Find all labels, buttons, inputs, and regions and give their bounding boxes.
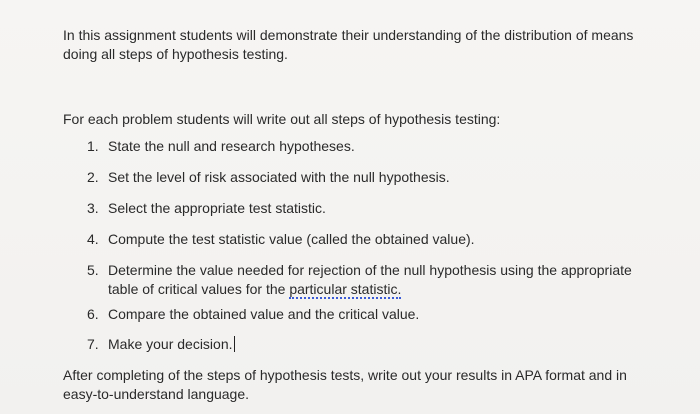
outro-line-1: After completing of the steps of hypothesis tests, write out your results in APA format and in [63,367,627,383]
intro-line-2: doing all steps of hypothesis testing. [63,46,288,62]
outro-line-2: easy-to-understand language. [63,386,250,402]
intro-paragraph [63,26,663,64]
step-text: Make your decision. [108,336,233,352]
step-text: State the null and research hypotheses. [108,138,355,154]
step-number: 7. [87,336,99,352]
steps-lead-text: For each problem students will write out all steps of hypothesis testing: [63,111,501,127]
outro-paragraph [63,366,673,404]
step-number: 6. [87,306,99,322]
step-number: 4. [87,231,99,247]
step-text-continuation [108,280,401,299]
intro-line-1: In this assignment students will demonstrate their understanding of the distribution of means [63,27,634,43]
step-text-continuation-start: table of critical values for the [108,281,290,297]
step-number: 2. [87,169,99,185]
step-text: Compute the test statistic value (called the obtained value). [108,231,475,247]
text-cursor [234,336,235,352]
spellcheck-underlined-text[interactable]: particular statistic. [289,281,402,297]
step-number: 1. [87,138,99,154]
step-text: Determine the value needed for rejection of the null hypothesis using the appropriate [108,262,632,278]
step-text: Set the level of risk associated with the null hypothesis. [108,169,450,185]
step-text: Compare the obtained value and the critical value. [108,306,420,322]
step-number: 3. [87,200,99,216]
step-number: 5. [87,262,99,278]
step-text-with-cursor[interactable] [108,335,235,354]
step-text: Select the appropriate test statistic. [108,200,326,216]
